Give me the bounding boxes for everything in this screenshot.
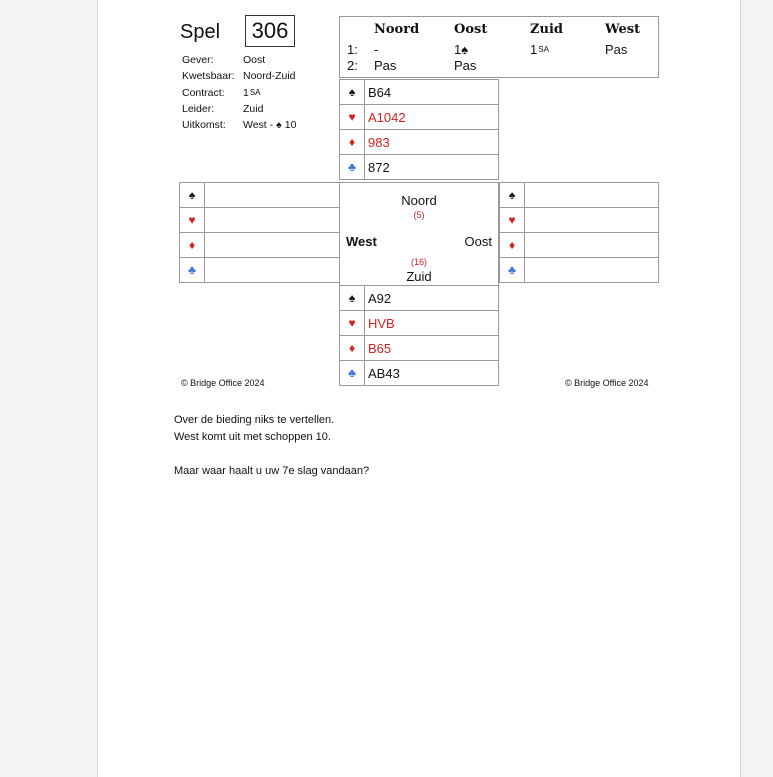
info-dealer: Gever: Oost bbox=[182, 54, 266, 66]
compass-east: Oost bbox=[464, 234, 492, 249]
heart-icon: ♥ bbox=[340, 105, 365, 130]
heart-icon: ♥ bbox=[340, 311, 365, 336]
bid-round-label: 1: bbox=[347, 42, 358, 57]
commentary-line: Over de bieding niks te vertellen. bbox=[174, 414, 335, 426]
bid-header-noord: Noord bbox=[374, 22, 420, 37]
west-diamonds bbox=[205, 233, 340, 258]
west-spades bbox=[205, 183, 340, 208]
bid-header-zuid: Zuid bbox=[530, 22, 563, 37]
club-icon: ♣ bbox=[500, 258, 525, 283]
south-points: (16) bbox=[410, 257, 427, 267]
north-diamonds: 983 bbox=[365, 130, 499, 155]
compass-north: Noord bbox=[401, 193, 437, 208]
club-icon: ♣ bbox=[340, 155, 365, 180]
spade-icon: ♠ bbox=[461, 42, 469, 57]
west-hand bbox=[179, 182, 340, 283]
east-spades bbox=[525, 183, 659, 208]
bid-round-label: 2: bbox=[347, 58, 358, 73]
bid-cell: - bbox=[374, 42, 379, 57]
compass-box bbox=[339, 182, 499, 286]
east-hand bbox=[499, 182, 659, 283]
club-icon: ♣ bbox=[180, 258, 205, 283]
east-diamonds bbox=[525, 233, 659, 258]
spade-icon: ♠ bbox=[340, 80, 365, 105]
info-contract: Contract: 1 SA bbox=[182, 86, 261, 99]
commentary-line bbox=[174, 446, 369, 463]
north-hearts: A1042 bbox=[365, 105, 499, 130]
spade-icon: ♠ bbox=[340, 286, 365, 311]
document-page bbox=[97, 0, 741, 777]
south-hand bbox=[339, 285, 499, 386]
heart-icon: ♥ bbox=[180, 208, 205, 233]
info-vulnerable: Kwetsbaar: Noord-Zuid bbox=[182, 70, 296, 83]
west-clubs bbox=[205, 258, 340, 283]
east-clubs bbox=[525, 258, 659, 283]
south-diamonds: B65 bbox=[365, 336, 499, 361]
south-spades: A92 bbox=[365, 286, 499, 311]
copyright-left: © Bridge Office 2024 bbox=[181, 378, 265, 388]
north-diamonds-row bbox=[340, 130, 499, 155]
east-hearts bbox=[525, 208, 659, 233]
north-spades-row bbox=[340, 80, 499, 105]
south-clubs: AB43 bbox=[365, 361, 499, 386]
commentary bbox=[174, 412, 369, 480]
north-clubs: 872 bbox=[365, 155, 499, 180]
bid-cell: Pas bbox=[374, 58, 397, 73]
compass-west: West bbox=[346, 234, 377, 249]
spade-icon: ♠ bbox=[180, 183, 205, 208]
diamond-icon: ♦ bbox=[500, 233, 525, 258]
info-lead: Uitkomst: West - ♠ 10 bbox=[182, 117, 296, 133]
bid-header-west: West bbox=[605, 22, 641, 37]
bid-cell: 1SA bbox=[530, 42, 549, 57]
compass-south: Zuid bbox=[406, 269, 432, 284]
north-hand bbox=[339, 79, 499, 180]
commentary-line: West komt uit met schoppen 10. bbox=[174, 431, 331, 443]
bid-header-oost: Oost bbox=[454, 22, 488, 37]
copyright-right: © Bridge Office 2024 bbox=[565, 378, 649, 388]
spade-icon: ♠ bbox=[276, 119, 282, 132]
spade-icon: ♠ bbox=[500, 183, 525, 208]
west-hearts bbox=[205, 208, 340, 233]
south-hearts: HVB bbox=[365, 311, 499, 336]
heart-icon: ♥ bbox=[500, 208, 525, 233]
diamond-icon: ♦ bbox=[340, 130, 365, 155]
north-points: (5) bbox=[413, 210, 425, 220]
bid-cell: Pas bbox=[454, 58, 477, 73]
bid-cell: 1♠ bbox=[454, 42, 469, 57]
north-spades: B64 bbox=[365, 80, 499, 105]
diamond-icon: ♦ bbox=[180, 233, 205, 258]
north-hearts-row bbox=[340, 105, 499, 130]
club-icon: ♣ bbox=[340, 361, 365, 386]
diamond-icon: ♦ bbox=[340, 336, 365, 361]
board-info bbox=[182, 52, 296, 133]
north-clubs-row bbox=[340, 155, 499, 180]
bidding-box bbox=[339, 16, 659, 78]
info-declarer: Leider: Zuid bbox=[182, 102, 264, 115]
bid-cell: Pas bbox=[605, 42, 628, 57]
board-number: 306 bbox=[245, 15, 295, 47]
commentary-line: Maar waar haalt u uw 7e slag vandaan? bbox=[174, 465, 370, 477]
board-label: Spel bbox=[180, 21, 221, 43]
